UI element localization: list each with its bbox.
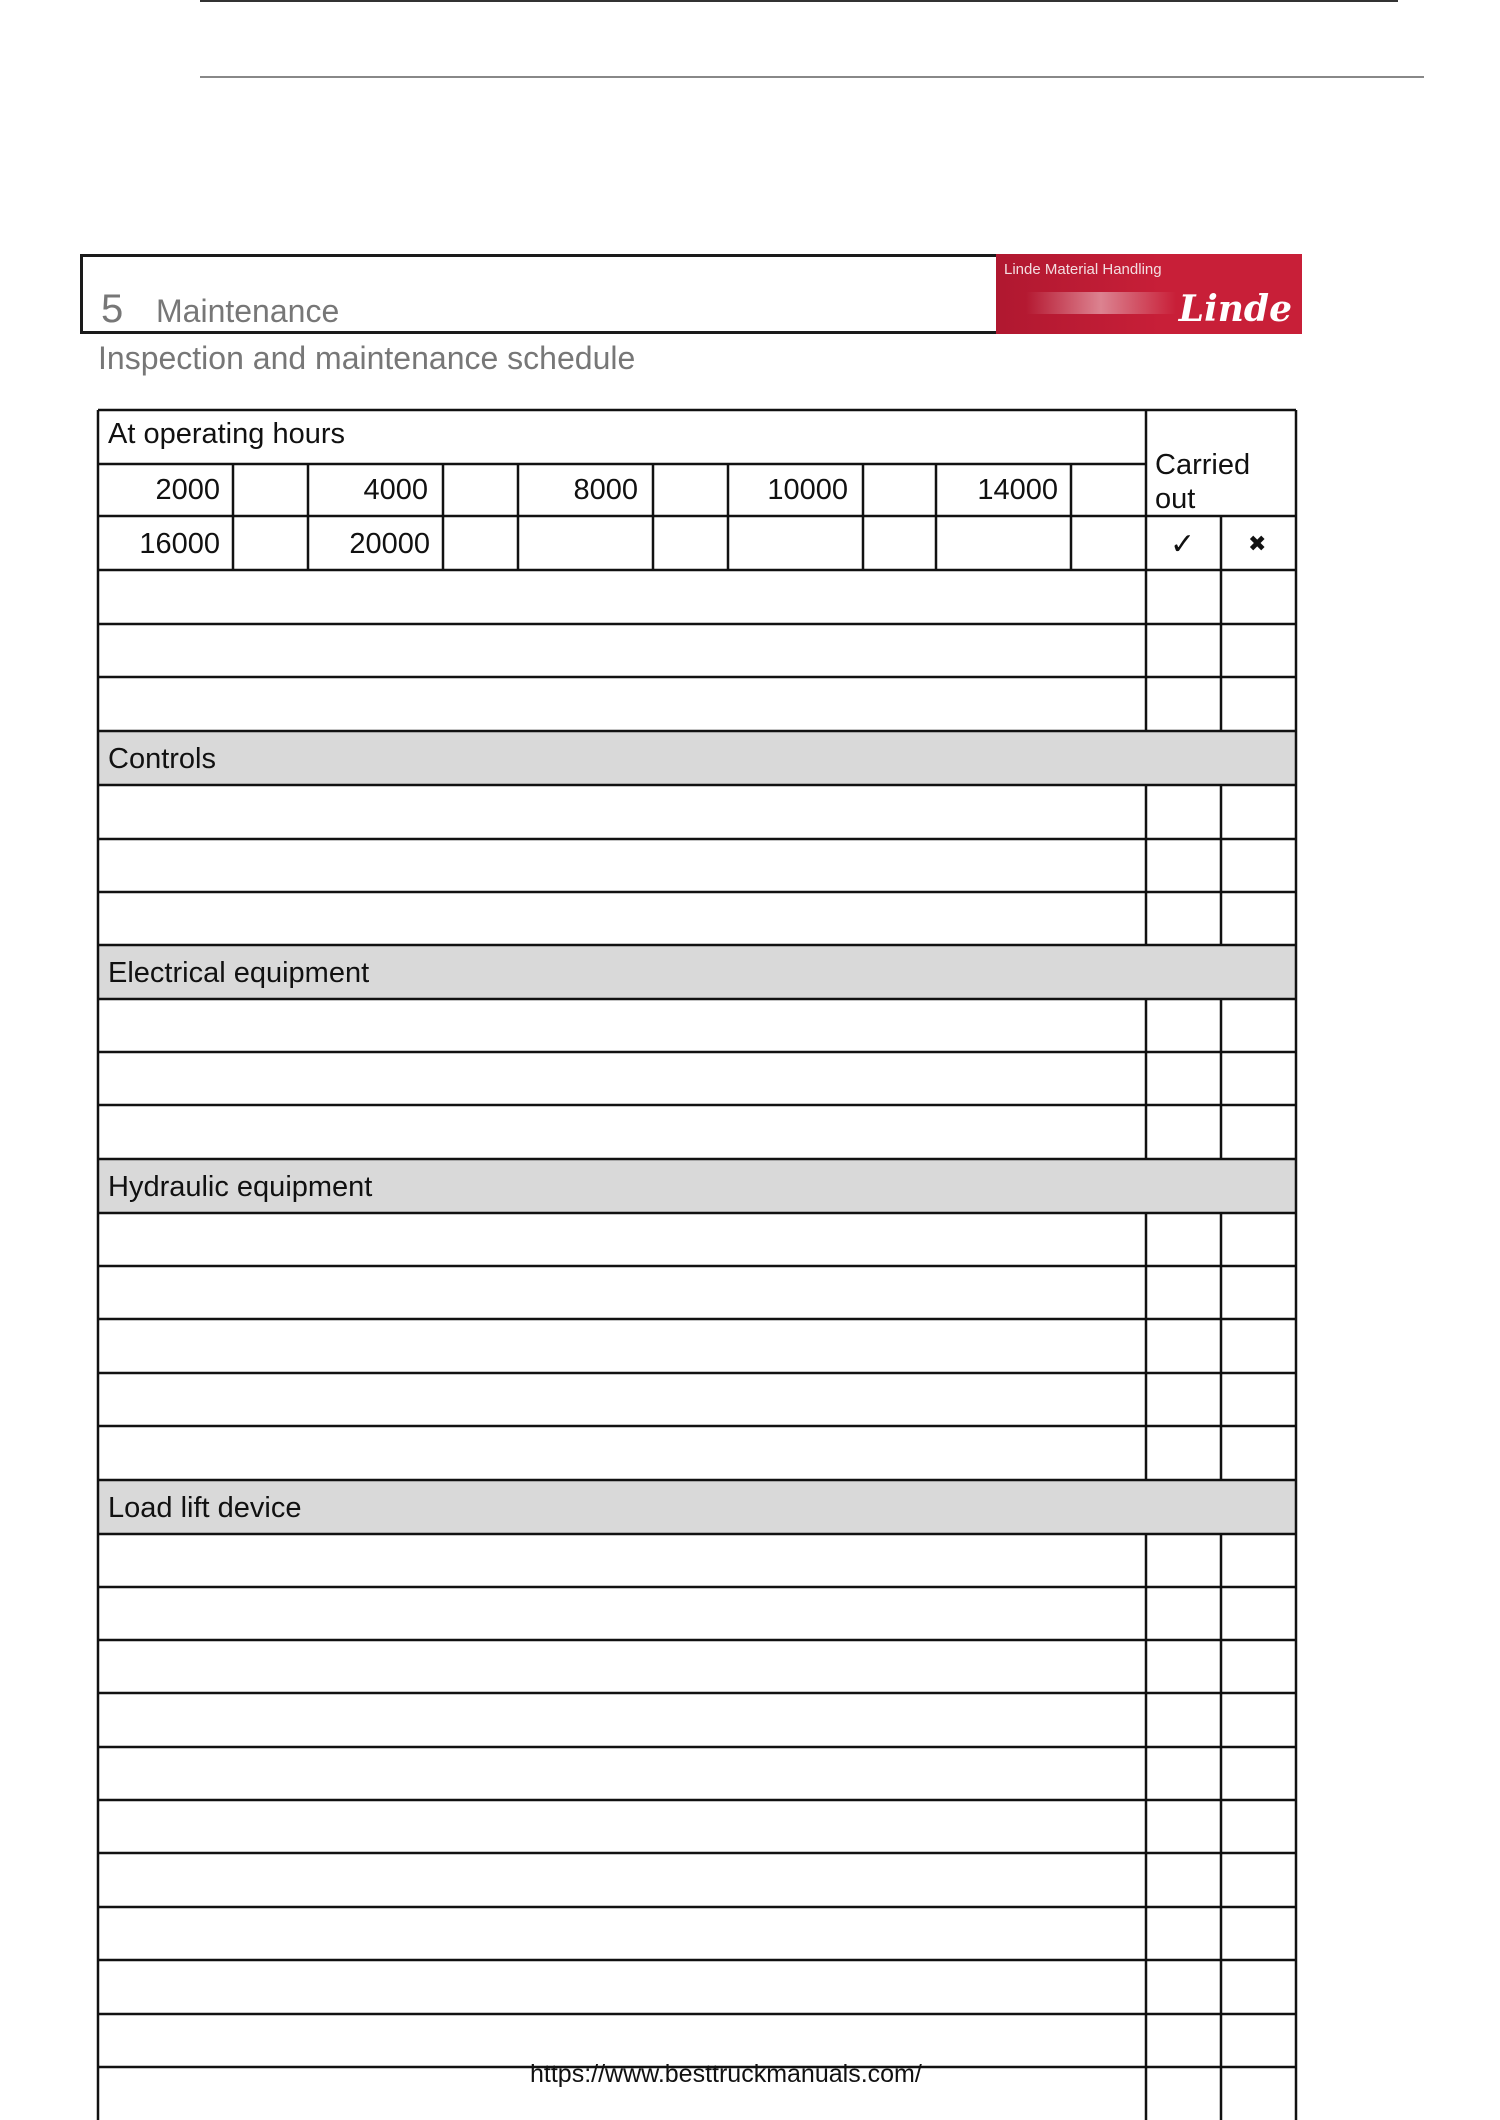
check-mark-icon: ✓ <box>1170 528 1196 561</box>
hours-8000: 8000 <box>573 474 638 506</box>
cross-mark-icon: ✖ <box>1248 531 1267 556</box>
section-controls: Controls <box>108 743 216 775</box>
hours-10000: 10000 <box>767 474 848 506</box>
section-electrical-equipment: Electrical equipment <box>108 957 370 989</box>
footer-url: https://www.besttruckmanuals.com/ <box>530 2060 922 2088</box>
page-subtitle: Inspection and maintenance schedule <box>98 340 636 376</box>
brand-tagline: Linde Material Handling <box>1004 261 1162 278</box>
hours-14000: 14000 <box>977 474 1058 506</box>
carried-out-label: Carried out <box>1155 449 1251 515</box>
linde-logo: Linde <box>1178 288 1292 330</box>
hours-2000: 2000 <box>155 474 220 506</box>
section-hydraulic-equipment: Hydraulic equipment <box>108 1171 373 1203</box>
chapter-title: Maintenance <box>156 293 340 329</box>
hours-4000: 4000 <box>363 474 428 506</box>
table-title: At operating hours <box>108 418 345 450</box>
section-load-lift-device: Load lift device <box>108 1492 302 1524</box>
hours-20000: 20000 <box>349 528 430 560</box>
section-band-controls <box>98 731 1296 785</box>
chapter-number: 5 <box>101 287 124 331</box>
hours-16000: 16000 <box>139 528 220 560</box>
